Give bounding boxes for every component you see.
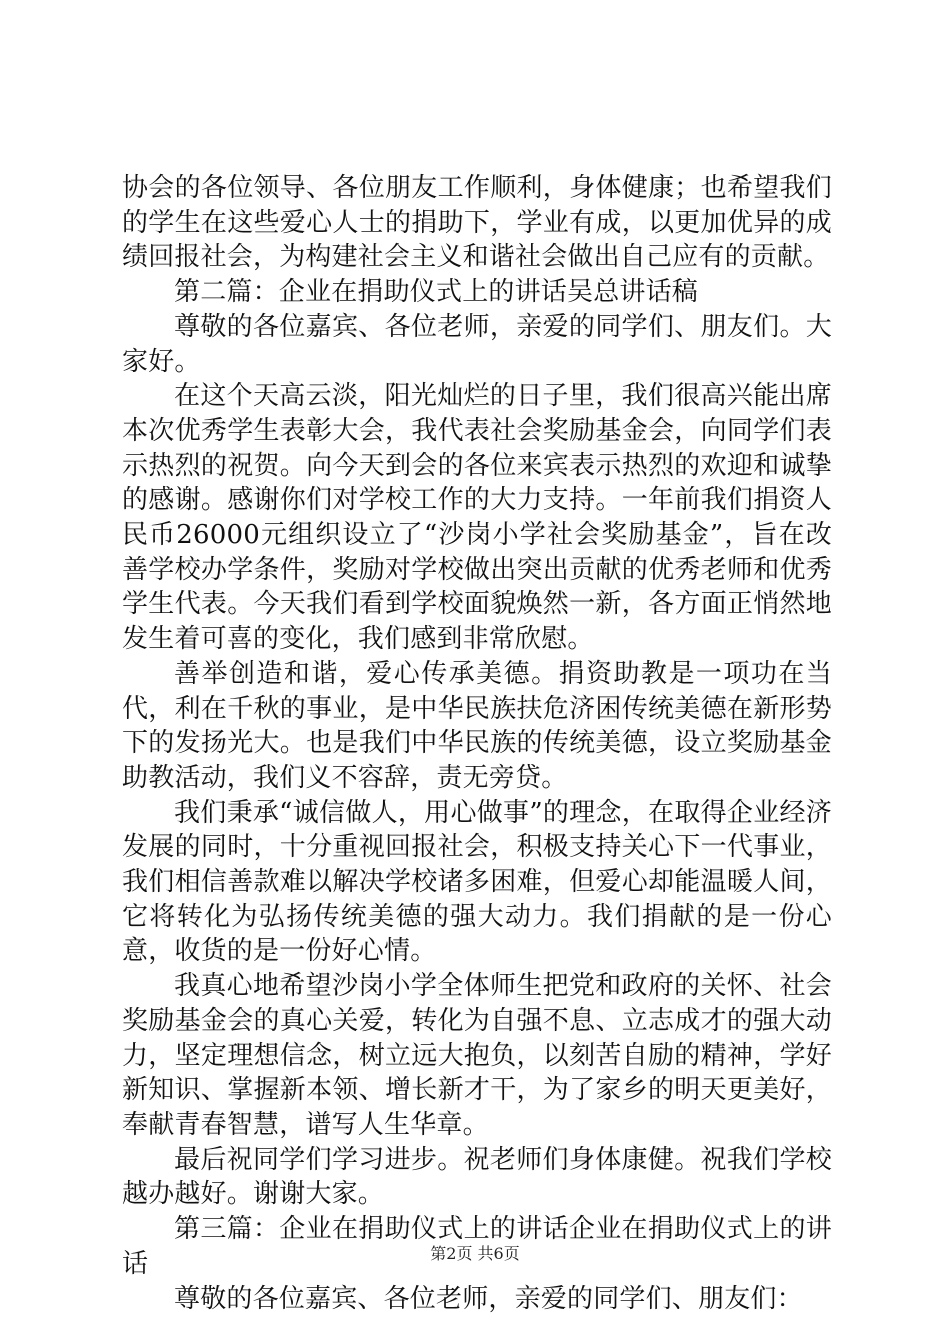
paragraph-salutation: 尊敬的各位嘉宾、各位老师，亲爱的同学们、朋友们。大家好。 — [122, 311, 832, 377]
document-body — [122, 171, 832, 1316]
paragraph-salutation-2: 尊敬的各位嘉宾、各位老师，亲爱的同学们、朋友们： — [174, 1283, 803, 1314]
section-heading-3: 第三篇：企业在捐助仪式上的讲话企业在捐助仪式上的讲话 — [122, 1214, 832, 1279]
paragraph-continuation: 协会的各位领导、各位朋友工作顺利，身体健康；也希望我们的学生在这些爱心人士的捐助下，学业有成，以更加优异的成绩回报社会，为构建社会主义和谐社会做出自己应有的贡献。 — [122, 173, 832, 273]
paragraph-charity: 善举创造和谐，爱心传承美德。捐资助教是一项功在当代，利在千秋的事业，是中华民族扶危济困传统美德在新形势下的发扬光大。也是我们中华民族的传统美德，设立奖励基金助教活动，我们义不容辞，责无旁贷。 — [122, 658, 832, 793]
section-heading-2: 第二篇：企业在捐助仪式上的讲话吴总讲话稿 — [174, 277, 699, 308]
page-footer: 第2页 共6页 — [430, 1244, 520, 1263]
paragraph-opening: 在这个天高云淡，阳光灿烂的日子里，我们很高兴能出席本次优秀学生表彰大会，我代表社会奖励基金会，向同学们表示热烈的祝贺。向今天到会的各位来宾表示热烈的欢迎和诚挚的感谢。感谢你们对学校工作的大力支持。一年前我们捐资人民币26000元组织设立了“沙岗小学社会奖励基金”，旨在改善学校办学条件，奖励对学校做出突出贡献的优秀老师和优秀学生代表。今天我们看到学校面貌焕然一新，各方面正悄然地发生着可喜的变化，我们感到非常欣慰。 — [122, 381, 832, 655]
paragraph-closing: 最后祝同学们学习进步。祝老师们身体康健。祝我们学校越办越好。谢谢大家。 — [122, 1144, 832, 1210]
paragraph-philosophy: 我们秉承“诚信做人，用心做事”的理念，在取得企业经济发展的同时，十分重视回报社会，积极支持关心下一代事业，我们相信善款难以解决学校诸多困难，但爱心却能温暖人间，它将转化为弘扬传统美德的强大动力。我们捐献的是一份心意，收货的是一份好心情。 — [122, 797, 832, 967]
paragraph-hope: 我真心地希望沙岗小学全体师生把党和政府的关怀、社会奖励基金会的真心关爱，转化为自强不息、立志成才的强大动力，坚定理想信念，树立远大抱负，以刻苦自励的精神，学好新知识、掌握新本领、增长新才干，为了家乡的明天更美好，奉献青春智慧，谱写人生华章。 — [122, 971, 832, 1140]
